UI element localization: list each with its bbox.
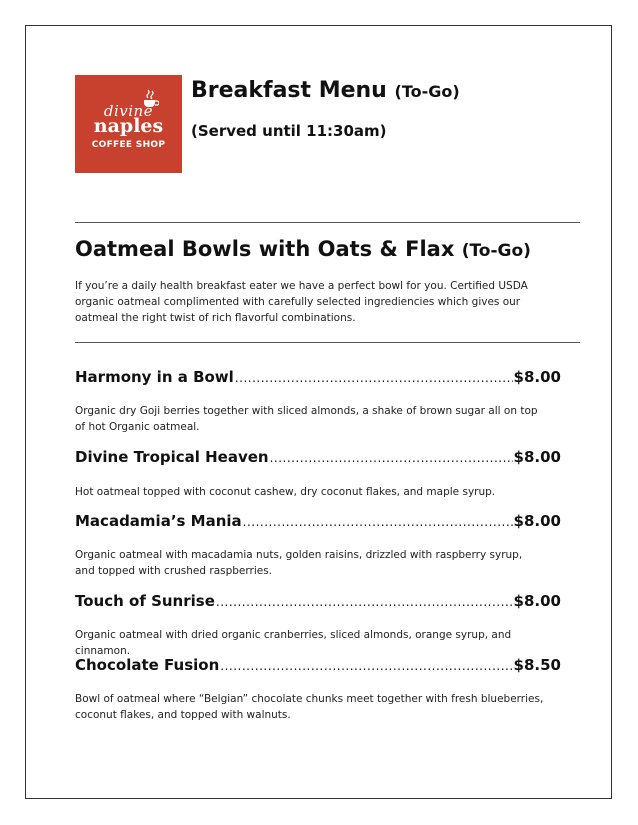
menu-item-description: Organic oatmeal with dried organic cranberries, sliced almonds, orange syrup, and cinnamon. (75, 629, 512, 657)
dot-leader (270, 451, 513, 465)
served-until: (Served until 11:30am) (191, 122, 387, 140)
logo-naples: naples (93, 115, 164, 137)
menu-item-price: $8.00 (513, 512, 561, 530)
menu-item-description: Organic dry Goji berries together with sliced almonds, a shake of brown sugar all on top of hot Organic oatmeal. (75, 405, 538, 433)
menu-item-price: $8.00 (513, 592, 561, 610)
page-title-text: Breakfast Menu (191, 78, 387, 103)
dot-leader (220, 659, 512, 673)
menu-item-price: $8.00 (513, 368, 561, 386)
menu-page (25, 25, 612, 799)
section-title-text: Oatmeal Bowls with Oats & Flax (75, 237, 455, 261)
menu-item-name: Touch of Sunrise (75, 592, 215, 610)
menu-item-description: Bowl of oatmeal where “Belgian” chocolate chunks meet together with fresh blueberries, coconut flakes, and topped with walnuts. (75, 693, 544, 721)
section-title-suffix: (To-Go) (461, 241, 531, 261)
menu-item-heading (75, 368, 561, 386)
dot-leader (235, 371, 513, 385)
menu-item-price: $8.50 (513, 656, 561, 674)
divider (75, 342, 580, 343)
section-title (75, 237, 531, 261)
logo-divine: divine (103, 102, 154, 120)
menu-item-name: Chocolate Fusion (75, 656, 220, 674)
page-title (191, 78, 460, 103)
menu-item-heading (75, 448, 561, 466)
menu-item-heading (75, 656, 561, 674)
dot-leader (243, 515, 513, 529)
logo-coffee-shop: COFFEE SHOP (91, 140, 166, 150)
menu-item-name: Macadamia’s Mania (75, 512, 242, 530)
menu-item-heading (75, 592, 561, 610)
logo (75, 75, 182, 173)
divider (75, 222, 580, 223)
menu-item-price: $8.00 (513, 448, 561, 466)
menu-item-description: Hot oatmeal topped with coconut cashew, dry coconut flakes, and maple syrup. (75, 486, 496, 498)
page-title-suffix: (To-Go) (394, 82, 460, 101)
menu-item-description: Organic oatmeal with macadamia nuts, golden raisins, drizzled with raspberry syrup, and topped with crushed raspberries. (75, 549, 523, 577)
menu-item-heading (75, 512, 561, 530)
section-intro: If you’re a daily health breakfast eater we have a perfect bowl for you. Certified USDA organic oatmeal complimented with carefully selected ingrediencies which gives our oatmeal the right twist of rich flavorful combinations. (75, 280, 528, 324)
dot-leader (216, 595, 513, 609)
menu-item-name: Divine Tropical Heaven (75, 448, 269, 466)
menu-item-name: Harmony in a Bowl (75, 368, 234, 386)
